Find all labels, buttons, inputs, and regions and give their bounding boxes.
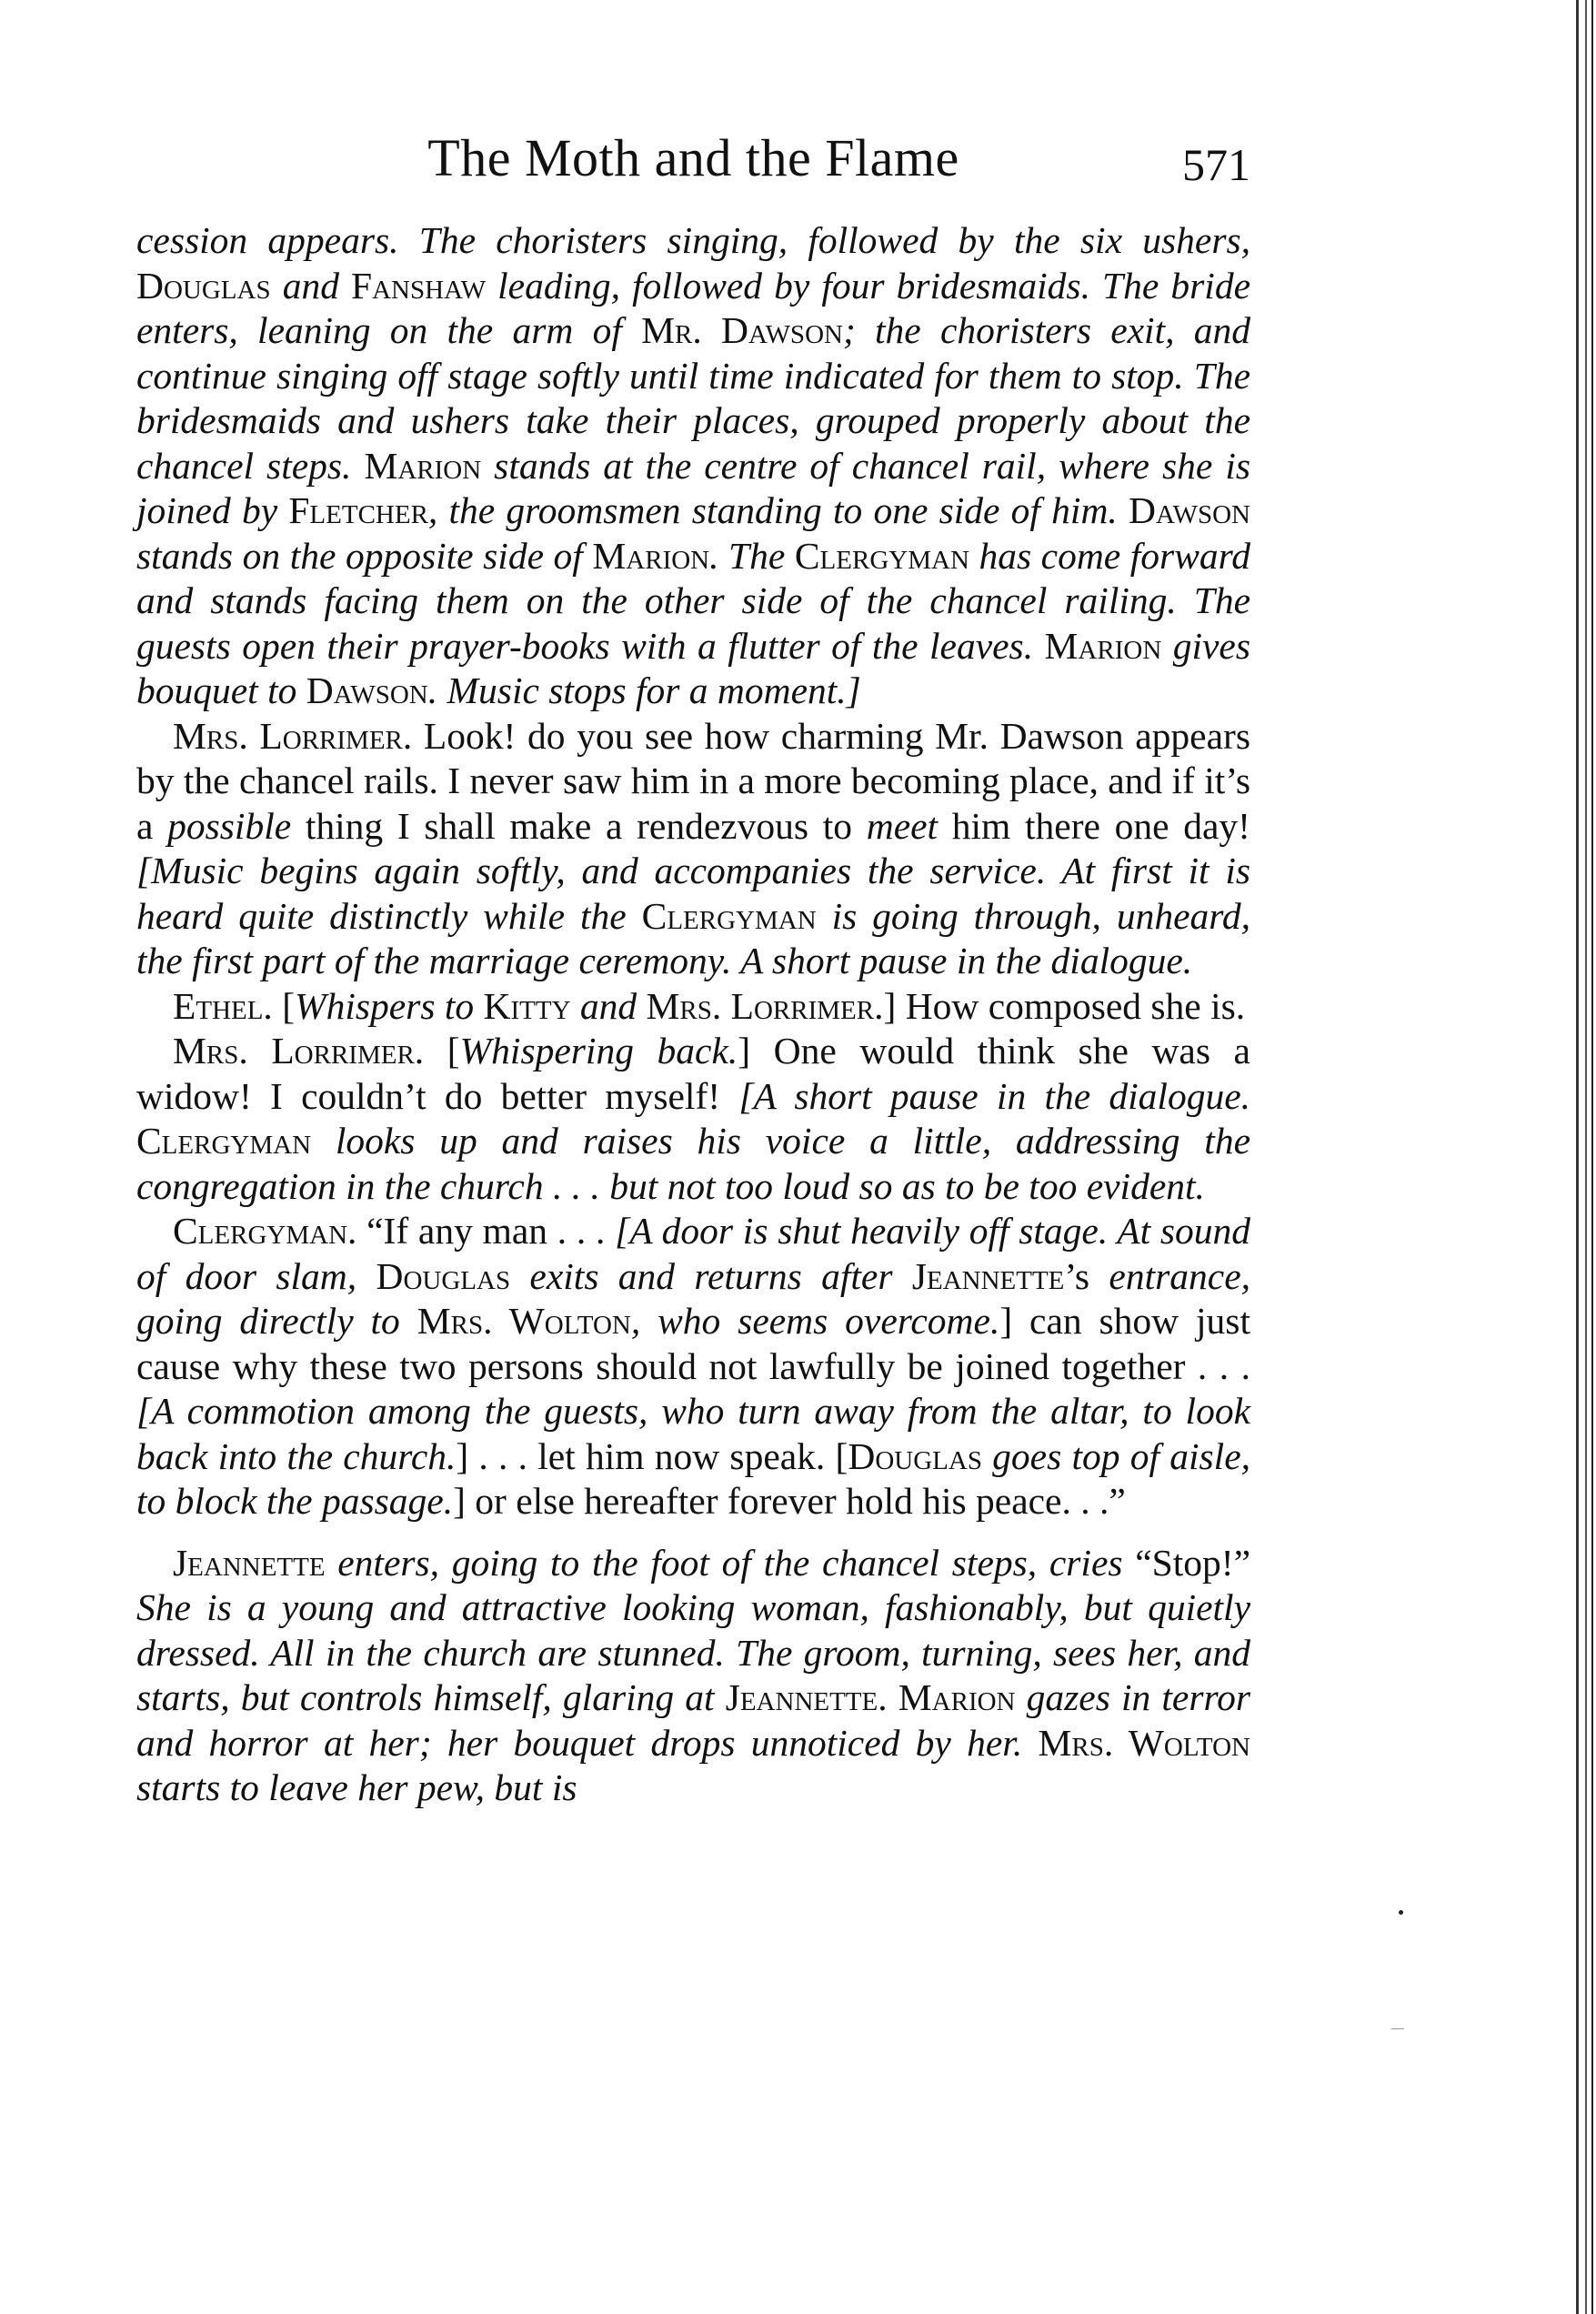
stage-direction-text: Whispers to — [295, 984, 484, 1027]
page-body — [136, 218, 1250, 1811]
stage-direction-text: ; the choristers exit, and continue singing off stage softly until time indicated for them to stop. The bridesmaids and ushers take their places, grouped properly about the chancel steps. — [136, 309, 1250, 487]
possessive-suffix: ’s — [1064, 1254, 1090, 1297]
character-name: Douglas — [848, 1434, 982, 1477]
speaker-name: Ethel. — [173, 984, 273, 1027]
dialogue-text: “If any man . . . — [356, 1210, 616, 1252]
stage-direction-paragraph — [136, 1541, 1250, 1811]
character-name: Dawson — [306, 669, 428, 711]
dialogue-text: ] One would think she was a widow! I couldn’t do better myself! — [136, 1030, 1250, 1117]
speaker-name: Clergyman. — [173, 1210, 357, 1252]
running-title: The Moth and the Flame — [427, 128, 959, 187]
character-name: Dawson — [1129, 489, 1250, 531]
dialogue-paragraph — [136, 1029, 1250, 1209]
dialogue-text: ] . . . let him now speak. [ — [456, 1434, 848, 1477]
character-name: Jeannette — [911, 1254, 1065, 1297]
dialogue-paragraph — [136, 714, 1250, 984]
scan-speck — [1399, 1910, 1403, 1915]
dialogue-text: [ — [272, 984, 296, 1027]
stage-direction-text: and — [570, 984, 647, 1027]
stage-direction-text: stands at the centre of chancel rail, where she is joined by — [136, 444, 1250, 531]
stage-direction-text: stands on the opposite side of — [136, 534, 593, 577]
character-name: Jeannette — [725, 1676, 878, 1718]
character-name: Fletcher — [288, 489, 428, 531]
stage-direction-text: starts to leave her pew, but is — [136, 1766, 577, 1808]
dialogue-text: thing I shall make a rendezvous to — [291, 804, 867, 847]
dialogue-paragraph — [136, 984, 1250, 1030]
stage-direction-text: enters, going to the foot of the chancel steps, cries — [325, 1541, 1136, 1584]
stage-direction-text: gives bouquet to — [136, 624, 1250, 711]
character-name: Mrs. Wolton — [1038, 1721, 1250, 1764]
stage-direction-text: gazes in terror and horror at her; her bouquet drops unnoticed by her. — [136, 1676, 1250, 1764]
binding-edge-line — [1576, 0, 1579, 2314]
character-name: Mr. Dawson — [641, 309, 843, 351]
stage-direction-text: [Music begins again softly, and accompanies the service. At first it is heard quite distinctly while the — [136, 850, 1250, 937]
page-header — [136, 127, 1250, 209]
character-name: Clergyman — [136, 1120, 312, 1162]
binding-edge-line — [1591, 0, 1593, 2314]
stage-direction-text: [A commotion among the guests, who turn away from the altar, to look back into the church. — [136, 1390, 1250, 1477]
character-name: Clergyman — [794, 534, 969, 577]
character-name: Fanshaw — [351, 264, 487, 307]
emphasis-text: meet — [866, 804, 939, 847]
stage-direction-text: [A door is shut heavily off stage. At sound of door slam, — [136, 1210, 1250, 1297]
stage-direction-text: entrance, going directly to — [136, 1254, 1250, 1342]
emphasis-text: possible — [167, 804, 292, 847]
character-name: Marion — [592, 534, 710, 577]
stage-direction-text: looks up and raises his voice a little, addressing the congregation in the church . . . but not too loud so as to be too evident. — [136, 1120, 1250, 1207]
stage-direction-text: Whispering back. — [459, 1030, 738, 1071]
character-name: Marion — [1044, 624, 1162, 667]
character-name: Douglas — [136, 264, 271, 307]
character-name: Clergyman — [641, 894, 817, 937]
character-name: Mrs. Lorrimer — [646, 984, 875, 1027]
stage-direction-text: and — [270, 264, 352, 307]
scan-mark — [1391, 2028, 1404, 2029]
stage-direction-text: . Music stops for a moment.] — [427, 669, 861, 711]
dialogue-paragraph — [136, 1209, 1250, 1524]
character-name: Marion — [898, 1676, 1016, 1718]
stage-direction-text: exits and returns after — [510, 1254, 912, 1297]
stage-direction-text: leading, followed by four bridesmaids. The bride enters, leaning on the arm of — [136, 264, 1250, 351]
character-name: Mrs. Wolton — [417, 1300, 631, 1342]
stage-direction-text: goes top of aisle, to block the passage. — [136, 1434, 1251, 1522]
stage-direction-text: is going through, unheard, the first part of the marriage ceremony. A short pause in the dialogue. — [136, 894, 1250, 981]
quoted-speech: “Stop!” — [1135, 1541, 1250, 1584]
stage-direction-text: , the groomsmen standing to one side of him. — [427, 489, 1129, 531]
binding-edge-line — [1585, 0, 1587, 2314]
stage-direction-text: [A short pause in the dialogue. — [738, 1074, 1250, 1117]
character-name: Douglas — [376, 1254, 511, 1297]
character-name: Kitty — [483, 984, 571, 1027]
dialogue-text: him there one day! — [938, 804, 1250, 847]
stage-direction-paragraph — [136, 218, 1250, 714]
stage-direction-text: has come forward and stands facing them on the other side of the chancel railing. The guests open their prayer-books with a flutter of the leaves. — [136, 534, 1250, 667]
dialogue-text: [ — [424, 1030, 460, 1071]
character-name: Jeannette — [173, 1541, 326, 1584]
punctuation: . — [878, 1676, 898, 1718]
stage-direction-text: She is a young and attractive looking woman, fashionably, but quietly dressed. All in the church are stunned. The groom, turning, sees her, and starts, but controls himself, glaring at — [136, 1586, 1250, 1718]
dialogue-text: ] or else hereafter forever hold his peace. . .” — [453, 1480, 1126, 1522]
page-number: 571 — [1182, 139, 1250, 190]
dialogue-text: ] can show just cause why these two persons should not lawfully be joined together . . . — [136, 1300, 1250, 1387]
dialogue-text: Look! do you see how charming Mr. Dawson appears by the chancel rails. I never saw him in a more becoming place, and if it’s a — [136, 714, 1250, 847]
stage-direction-text: cession appears. The choristers singing, followed by the six ushers, — [136, 219, 1250, 261]
character-name: Marion — [364, 444, 482, 487]
speaker-name: Mrs. Lorrimer. — [173, 714, 413, 757]
stage-direction-text: , who seems overcome. — [630, 1300, 1000, 1342]
dialogue-text: .] How composed she is. — [874, 984, 1246, 1027]
stage-direction-text: . The — [709, 534, 795, 577]
speaker-name: Mrs. Lorrimer. — [173, 1030, 425, 1071]
